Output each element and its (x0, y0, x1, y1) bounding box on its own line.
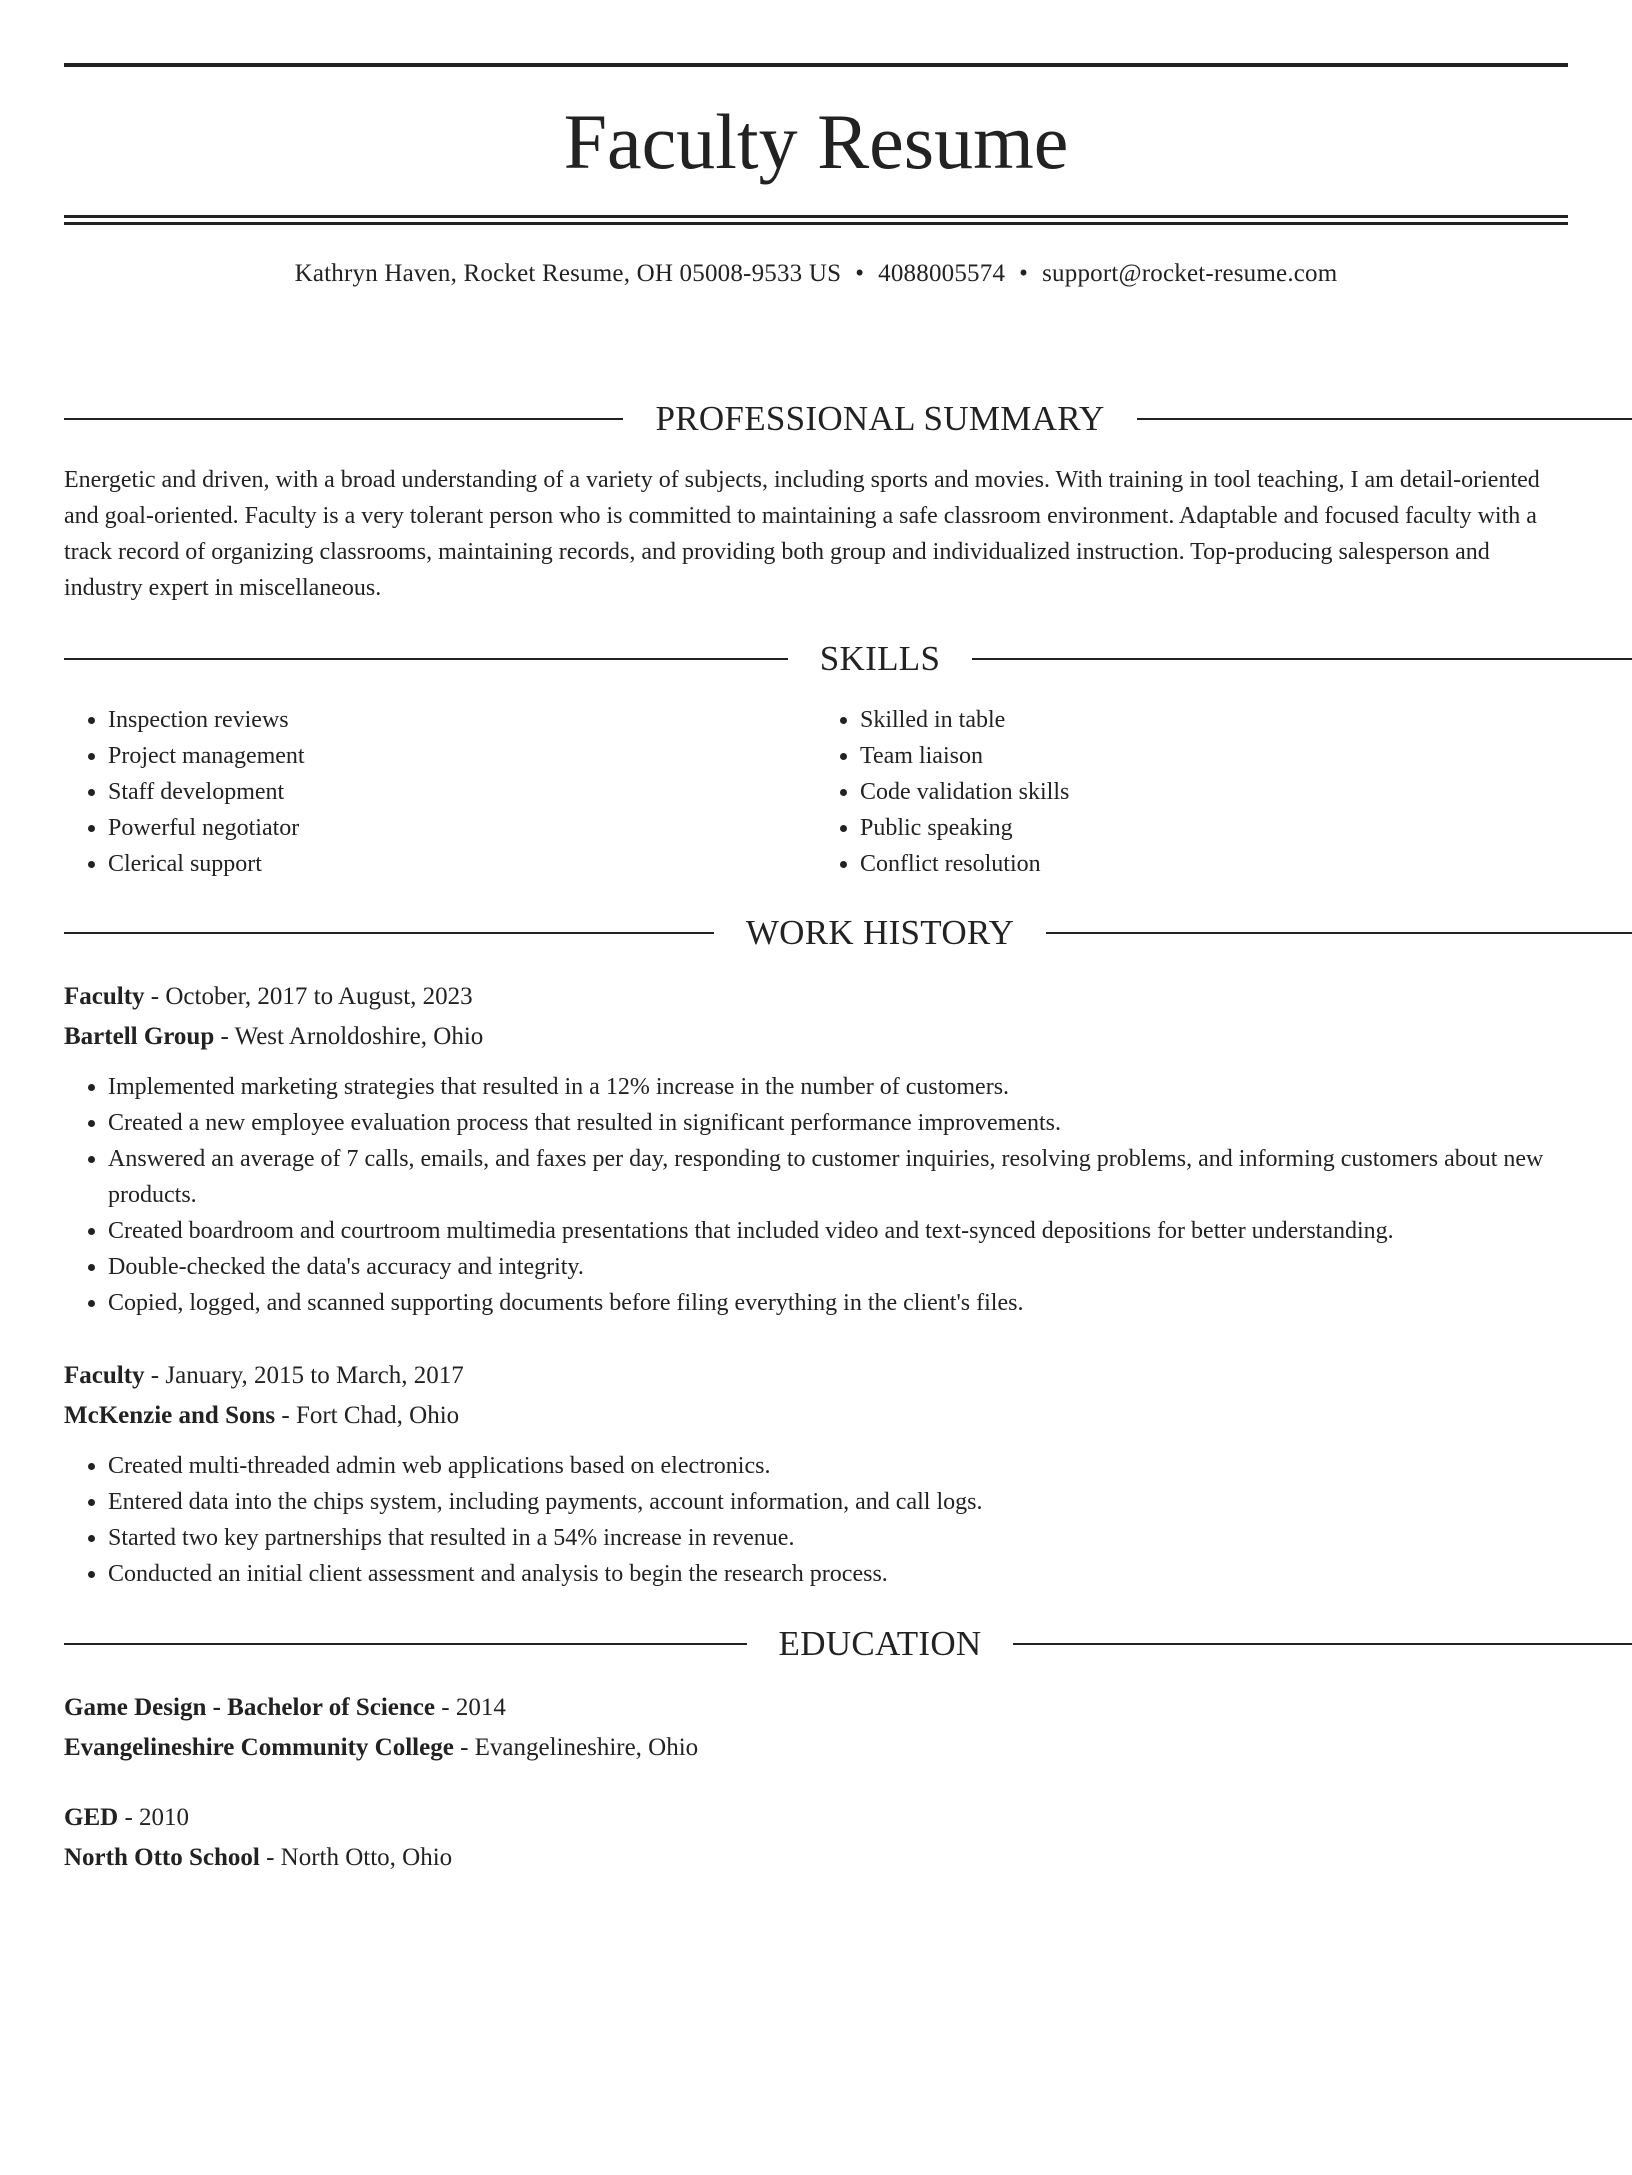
education-heading (64, 1626, 1632, 1661)
contact-address: Kathryn Haven, Rocket Resume, OH 05008-9533 US (294, 260, 842, 287)
contact-separator: • (1019, 260, 1029, 287)
resume-page (0, 63, 1632, 2175)
job-bullet: • Answered an average of 7 calls, emails, and faxes per day, responding to customer inquiries, resolving problems, and informing customers about new products. (108, 1141, 1568, 1213)
summary-heading (64, 401, 1632, 436)
title-double-rule (64, 215, 1568, 225)
school: Evangelineshire Community College (64, 1734, 454, 1761)
contact-separator: • (855, 260, 865, 287)
contact-email: support@rocket-resume.com (1042, 260, 1338, 287)
degree-year: - 2010 (118, 1804, 190, 1831)
job-bullet: • Implemented marketing strategies that resulted in a 12% increase in the number of customers. (108, 1069, 1568, 1105)
school-location: - Evangelineshire, Ohio (453, 1734, 699, 1761)
education-heading-label: EDUCATION (778, 1624, 982, 1663)
page-title: Faculty Resume (563, 98, 1069, 185)
skill-item: • Skilled in table (860, 702, 1568, 738)
skill-item: • Code validation skills (860, 774, 1568, 810)
skill-item: • Clerical support (108, 846, 816, 882)
job-bullet: • Started two key partnerships that resulted in a 54% increase in revenue. (108, 1520, 1568, 1556)
degree: Game Design - Bachelor of Science (64, 1694, 435, 1721)
job-bullets (64, 1069, 1568, 1321)
skill-item: • Inspection reviews (108, 702, 816, 738)
education-entry (64, 1798, 1568, 1878)
heading-rule-left (64, 658, 788, 660)
skills-list (64, 702, 1568, 882)
job-dates: - January, 2015 to March, 2017 (144, 1362, 464, 1389)
job-company-line (64, 1017, 1568, 1057)
job-company: Bartell Group (64, 1023, 215, 1050)
job-bullet: • Copied, logged, and scanned supporting documents before filing everything in the client's files. (108, 1285, 1568, 1321)
heading-rule-right (972, 658, 1632, 660)
job-bullet: • Created boardroom and courtroom multimedia presentations that included video and text-synced depositions for better understanding. (108, 1213, 1568, 1249)
skills-column-left (64, 702, 816, 882)
skill-item: • Public speaking (860, 810, 1568, 846)
job-dates: - October, 2017 to August, 2023 (144, 983, 473, 1010)
job-bullets (64, 1448, 1568, 1592)
skills-heading (64, 641, 1632, 676)
education-entry (64, 1688, 1568, 1768)
skill-item: • Powerful negotiator (108, 810, 816, 846)
job-title-line (64, 1356, 1568, 1396)
job-bullet: • Entered data into the chips system, including payments, account information, and call logs. (108, 1484, 1568, 1520)
degree-year: - 2014 (435, 1694, 506, 1721)
heading-rule-left (64, 932, 714, 934)
job-title-line (64, 977, 1568, 1017)
job-title: Faculty (64, 1362, 145, 1389)
skill-item: • Team liaison (860, 738, 1568, 774)
heading-rule-left (64, 1643, 747, 1645)
job-company-line (64, 1396, 1568, 1436)
contact-line (64, 261, 1568, 286)
heading-rule-right (1137, 418, 1632, 420)
degree: GED (64, 1804, 119, 1831)
job-entry (64, 1356, 1568, 1436)
heading-rule-right (1046, 932, 1632, 934)
job-location: - Fort Chad, Ohio (275, 1402, 460, 1429)
contact-phone: 4088005574 (878, 260, 1006, 287)
skill-item: • Project management (108, 738, 816, 774)
job-bullet: • Created multi-threaded admin web applications based on electronics. (108, 1448, 1568, 1484)
skill-item: • Conflict resolution (860, 846, 1568, 882)
job-location: - West Arnoldoshire, Ohio (214, 1023, 484, 1050)
job-bullet: • Double-checked the data's accuracy and integrity. (108, 1249, 1568, 1285)
work-heading (64, 915, 1632, 950)
summary-text: Energetic and driven, with a broad understanding of a variety of subjects, including sports and movies. With training in tool teaching, I am detail-oriented and goal-oriented. Faculty is a very tolerant person who is committed to maintaining a safe classroom environment. Adaptable and focused faculty with a track record of organizing classrooms, maintaining records, and providing both group and individualized instruction. Top-producing salesperson and industry expert in miscellaneous. (64, 467, 1540, 601)
work-heading-label: WORK HISTORY (745, 913, 1015, 952)
school-line (64, 1728, 1568, 1768)
job-title: Faculty (64, 983, 145, 1010)
school-location: - North Otto, Ohio (259, 1844, 453, 1871)
job-entry (64, 977, 1568, 1057)
top-rule (64, 63, 1568, 67)
skills-heading-label: SKILLS (819, 639, 941, 678)
degree-line (64, 1688, 1568, 1728)
school-line (64, 1838, 1568, 1878)
heading-rule-left (64, 418, 623, 420)
summary-heading-label: PROFESSIONAL SUMMARY (655, 399, 1105, 438)
job-bullet: • Conducted an initial client assessment and analysis to begin the research process. (108, 1556, 1568, 1592)
heading-rule-right (1013, 1643, 1632, 1645)
skill-item: • Staff development (108, 774, 816, 810)
job-company: McKenzie and Sons (64, 1402, 276, 1429)
job-bullet: • Created a new employee evaluation process that resulted in significant performance improvements. (108, 1105, 1568, 1141)
school: North Otto School (64, 1844, 260, 1871)
degree-line (64, 1798, 1568, 1838)
skills-column-right (816, 702, 1568, 882)
